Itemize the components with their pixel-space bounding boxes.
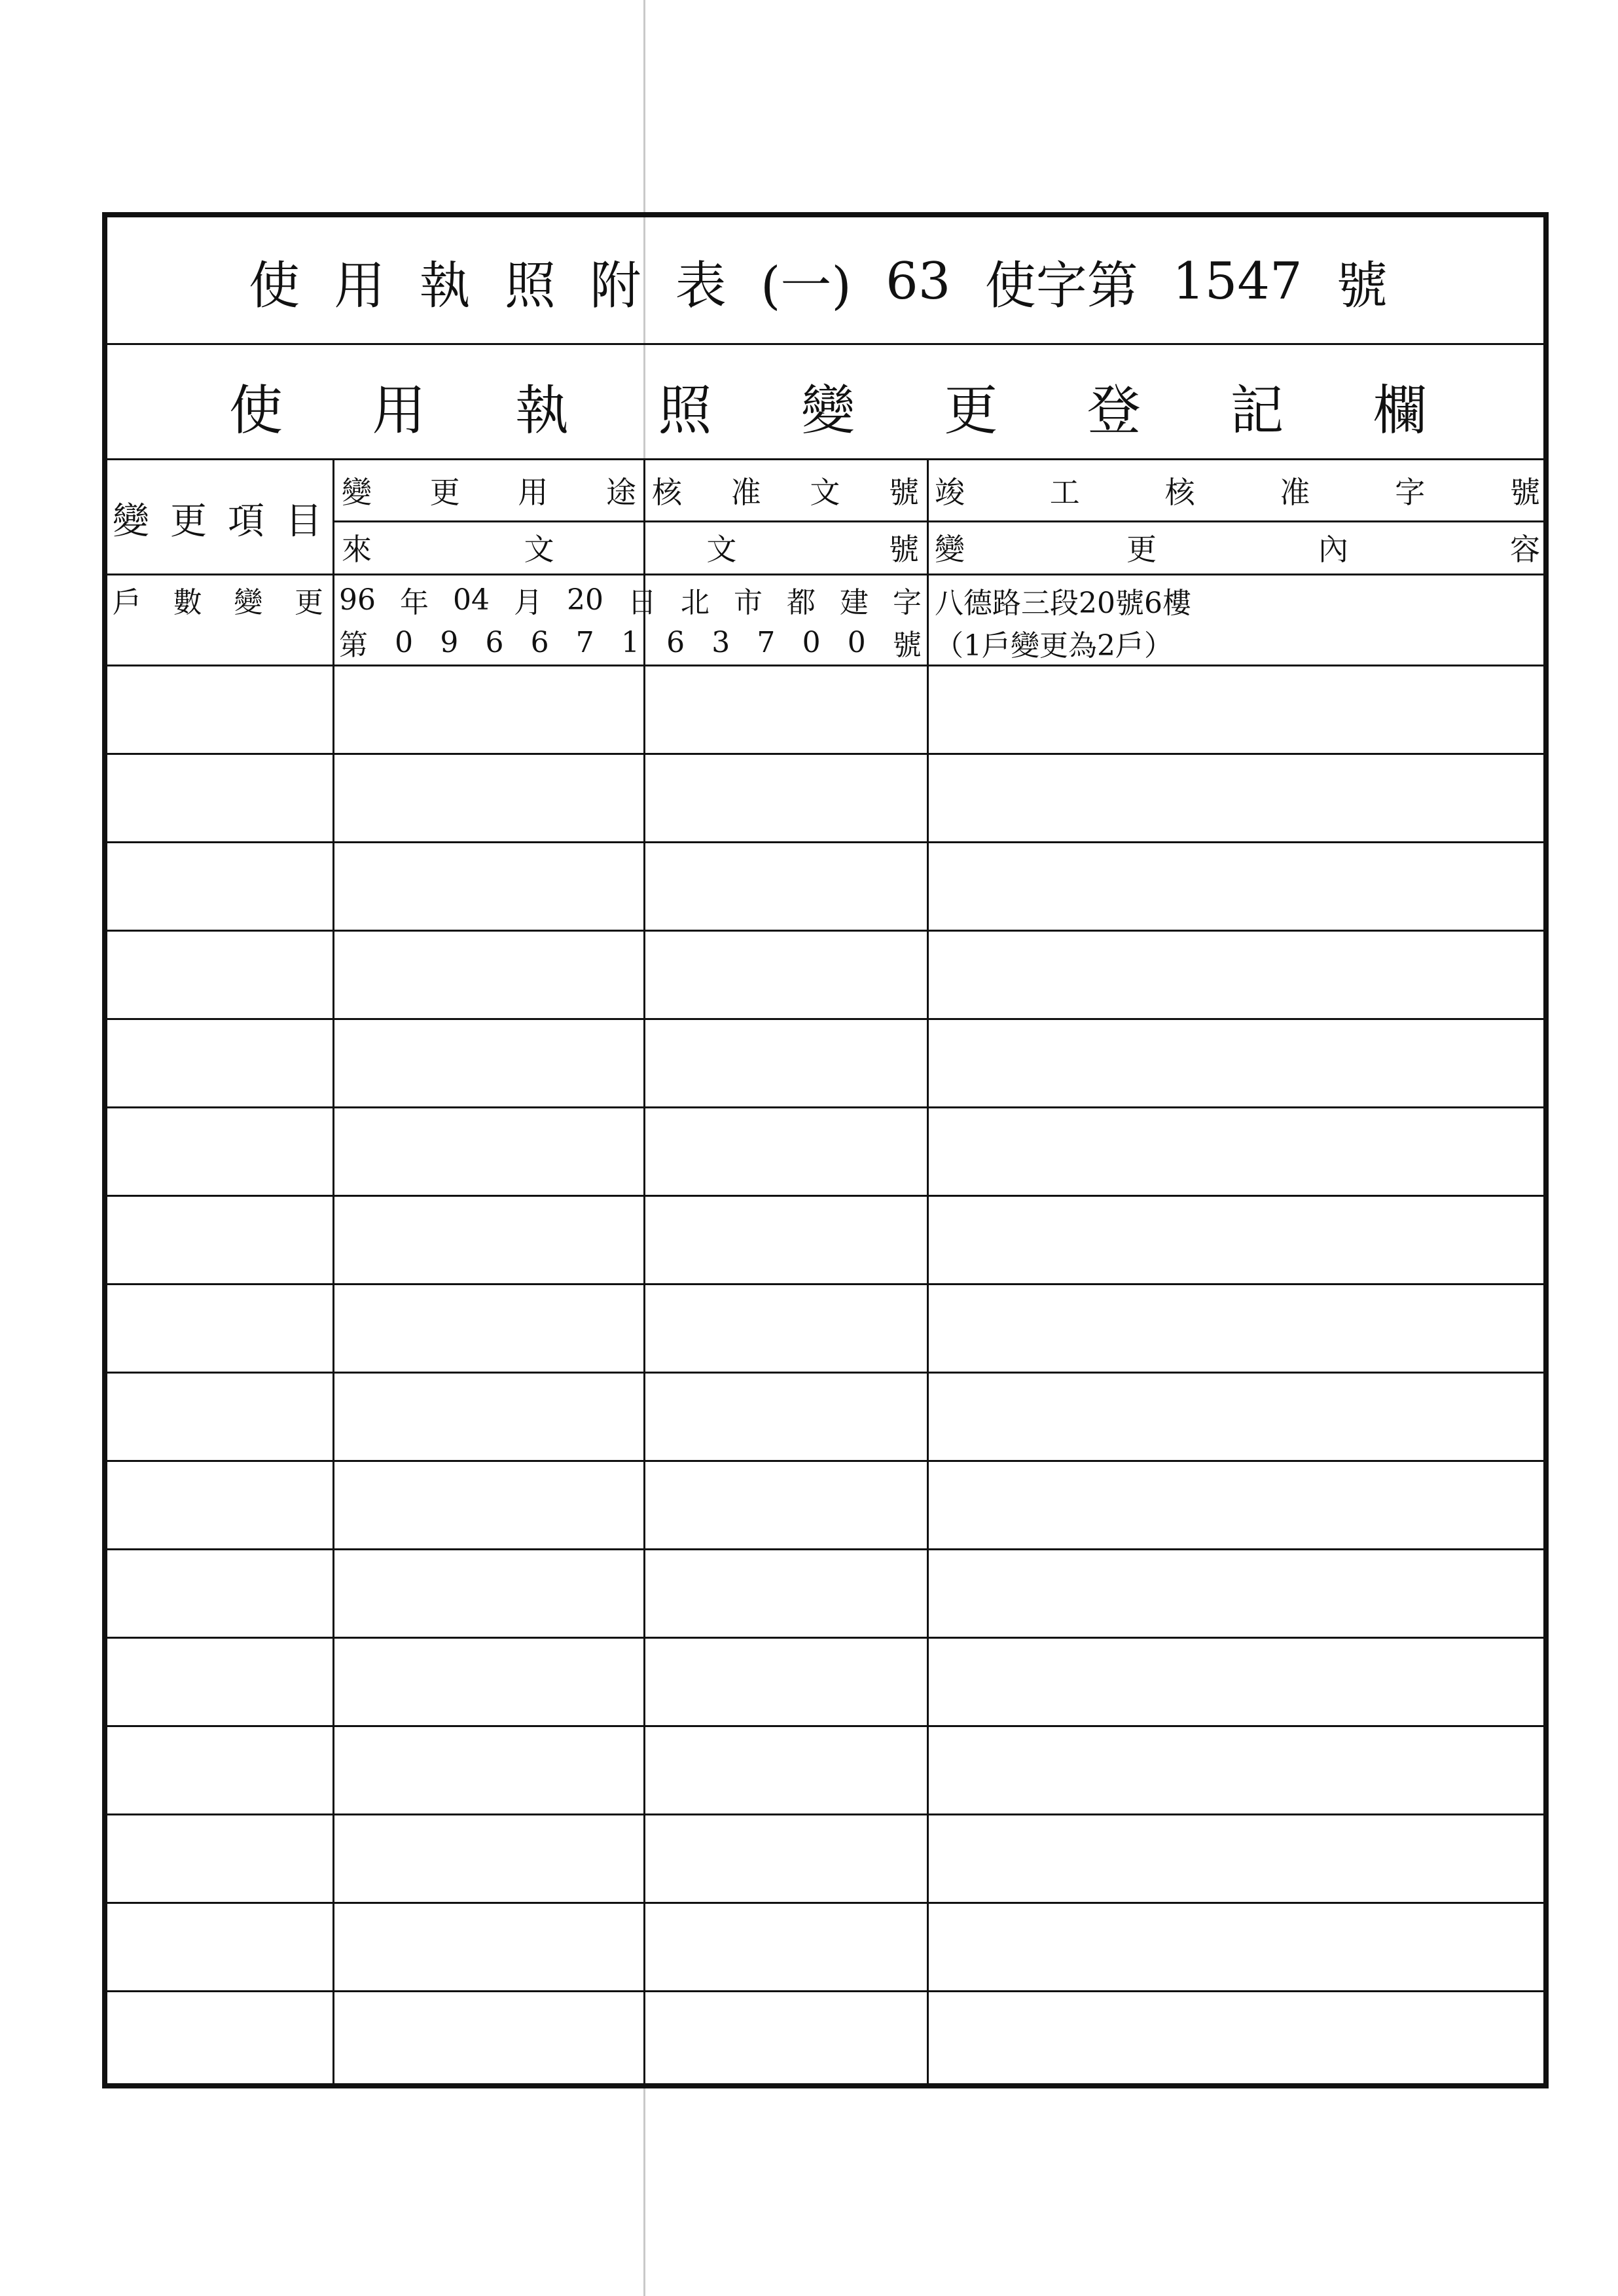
empty-table-row bbox=[105, 1550, 1546, 1637]
empty-table-row bbox=[105, 666, 1546, 753]
header-char: 文 bbox=[810, 475, 840, 510]
header-char: 目 bbox=[285, 500, 322, 543]
title-char: 63 bbox=[886, 252, 951, 311]
header-char: 文 bbox=[706, 532, 737, 567]
header-char: 容 bbox=[1510, 532, 1540, 567]
section-title-char: 變 bbox=[800, 379, 855, 442]
title-char: 用 bbox=[334, 257, 386, 316]
row-doc-number-line2 bbox=[339, 622, 922, 663]
cell-char: 建 bbox=[840, 586, 869, 619]
cell-char: 月 bbox=[514, 586, 543, 619]
title-char: 1547 bbox=[1172, 252, 1303, 311]
cell-char: 20 bbox=[567, 583, 603, 617]
header-top-border bbox=[105, 458, 1546, 460]
cell-char: 戶 bbox=[113, 586, 141, 619]
document-title bbox=[249, 242, 1388, 321]
header-bottom-border bbox=[105, 574, 1546, 575]
title-char: 表 bbox=[675, 257, 727, 316]
title-char: 號 bbox=[1336, 257, 1388, 316]
empty-table-row bbox=[105, 1374, 1546, 1460]
section-title-char: 照 bbox=[658, 379, 712, 442]
header-char: 竣 bbox=[935, 475, 965, 510]
cell-char: 數 bbox=[173, 586, 202, 619]
header-char: 核 bbox=[1164, 475, 1195, 510]
title-char: 執 bbox=[419, 257, 471, 316]
cell-char: 0 bbox=[802, 625, 821, 659]
header-completion-approval-no bbox=[935, 465, 1540, 516]
cell-char: 1 bbox=[620, 625, 639, 659]
cell-char: 6 bbox=[666, 625, 685, 659]
header-use-change bbox=[342, 465, 636, 516]
row-change-item bbox=[113, 579, 323, 620]
cell-char: 7 bbox=[575, 625, 594, 659]
cell-char: 9 bbox=[440, 625, 459, 659]
row-change-content-line2: （1戶變更為2戶） bbox=[935, 629, 1173, 663]
header-char: 項 bbox=[228, 500, 264, 543]
empty-table-row bbox=[105, 755, 1546, 841]
header-char: 更 bbox=[1126, 532, 1157, 567]
header-incoming-doc-no bbox=[342, 524, 919, 571]
empty-table-row bbox=[105, 1285, 1546, 1372]
cell-char: 號 bbox=[892, 629, 922, 662]
header-char: 號 bbox=[888, 532, 919, 567]
cell-char: 市 bbox=[734, 586, 763, 619]
header-char: 核 bbox=[652, 475, 682, 510]
title-divider bbox=[105, 343, 1546, 345]
cell-char: 都 bbox=[787, 586, 816, 619]
cell-char: 北 bbox=[681, 586, 710, 619]
section-title-char: 登 bbox=[1087, 379, 1141, 442]
header-approval-no bbox=[652, 465, 919, 516]
cell-char: 第 bbox=[339, 629, 368, 662]
empty-table-row bbox=[105, 932, 1546, 1018]
cell-char: 04 bbox=[453, 583, 490, 617]
header-char: 途 bbox=[605, 475, 636, 510]
empty-table-row bbox=[105, 1992, 1546, 2079]
header-middle-border bbox=[333, 520, 1546, 522]
header-char: 字 bbox=[1395, 475, 1426, 510]
header-char: 內 bbox=[1318, 532, 1348, 567]
header-char: 變 bbox=[342, 475, 372, 510]
header-char: 變 bbox=[935, 532, 965, 567]
header-char: 變 bbox=[113, 500, 149, 543]
title-char: 附 bbox=[590, 257, 641, 316]
cell-char: 7 bbox=[757, 625, 776, 659]
empty-table-row bbox=[105, 1020, 1546, 1106]
header-change-item bbox=[113, 466, 322, 571]
cell-char: 字 bbox=[893, 586, 922, 619]
header-char: 文 bbox=[524, 532, 554, 567]
empty-table-row bbox=[105, 1197, 1546, 1283]
empty-table-row bbox=[105, 1815, 1546, 1902]
cell-char: 更 bbox=[294, 586, 323, 619]
cell-char: 日 bbox=[628, 586, 656, 619]
cell-char: 6 bbox=[485, 625, 504, 659]
cell-char: 3 bbox=[711, 625, 730, 659]
header-char: 准 bbox=[730, 475, 761, 510]
header-char: 用 bbox=[518, 475, 548, 510]
empty-table-row bbox=[105, 1904, 1546, 1990]
cell-char: 年 bbox=[400, 586, 429, 619]
header-char: 更 bbox=[170, 500, 207, 543]
section-title-char: 執 bbox=[514, 379, 569, 442]
empty-table-row bbox=[105, 1727, 1546, 1813]
header-char: 號 bbox=[888, 475, 919, 510]
title-char: 照 bbox=[504, 257, 556, 316]
section-title-char: 使 bbox=[229, 379, 283, 442]
section-title bbox=[229, 363, 1427, 448]
header-char: 工 bbox=[1049, 475, 1080, 510]
empty-table-row bbox=[105, 1639, 1546, 1725]
cell-char: 0 bbox=[847, 625, 866, 659]
row-change-content-line1: 八德路三段20號6樓 bbox=[935, 587, 1191, 620]
row-doc-number-line1 bbox=[339, 579, 922, 620]
cell-char: 變 bbox=[234, 586, 263, 619]
cell-char: 96 bbox=[339, 583, 376, 617]
header-char: 准 bbox=[1280, 475, 1310, 510]
section-title-char: 記 bbox=[1230, 379, 1284, 442]
empty-table-row bbox=[105, 1108, 1546, 1195]
cell-char: 6 bbox=[530, 625, 549, 659]
header-char: 號 bbox=[1509, 475, 1540, 510]
header-char: 來 bbox=[342, 532, 372, 567]
section-title-char: 用 bbox=[372, 379, 426, 442]
header-change-content bbox=[935, 524, 1540, 571]
empty-table-row bbox=[105, 843, 1546, 930]
cell-char: 0 bbox=[395, 625, 414, 659]
header-char: 更 bbox=[429, 475, 460, 510]
empty-table-row bbox=[105, 1462, 1546, 1548]
section-title-char: 欄 bbox=[1373, 379, 1427, 442]
section-title-char: 更 bbox=[944, 379, 998, 442]
title-char: 使 bbox=[249, 257, 300, 316]
title-char: 使字第 bbox=[984, 257, 1138, 316]
title-char: (一) bbox=[760, 257, 852, 316]
